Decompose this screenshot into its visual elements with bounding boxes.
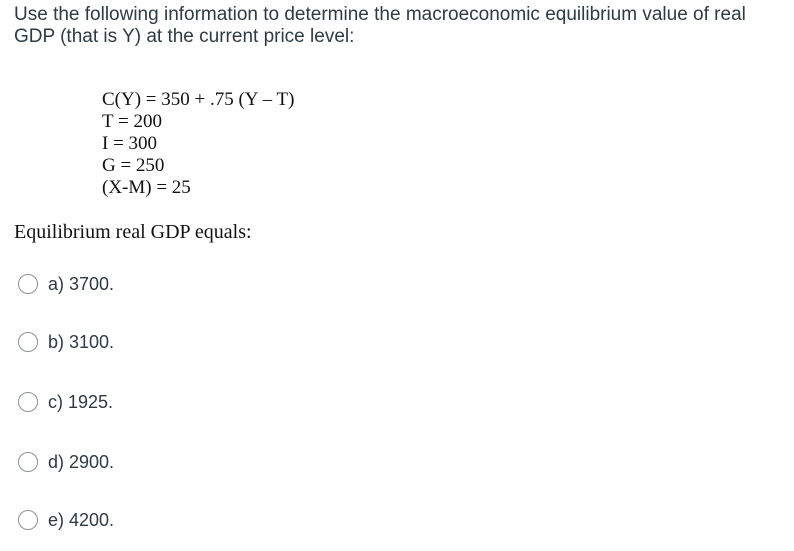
question-instruction: Use the following information to determine the macroeconomic equilibrium value of real GDP (that is Y) at the current price level: — [14, 4, 746, 47]
equation-net-exports: (X-M) = 25 — [102, 177, 191, 198]
answer-option-e[interactable] — [18, 506, 114, 534]
radio-button-icon[interactable] — [18, 452, 38, 472]
answer-option-d[interactable] — [18, 448, 114, 476]
answer-label: a) 3700. — [48, 273, 115, 294]
answer-label: c) 1925. — [48, 391, 114, 412]
radio-button-icon[interactable] — [18, 332, 38, 352]
equation-investment: I = 300 — [102, 133, 158, 154]
question-prompt: Equilibrium real GDP equals: — [14, 221, 252, 243]
answer-label: d) 2900. — [48, 451, 115, 472]
radio-button-icon[interactable] — [18, 392, 38, 412]
answer-label: b) 3100. — [48, 331, 115, 352]
equation-taxes: T = 200 — [102, 111, 162, 132]
equation-government: G = 250 — [102, 155, 165, 176]
answer-option-c[interactable] — [18, 388, 113, 416]
equation-consumption: C(Y) = 350 + .75 (Y – T) — [102, 89, 295, 110]
answer-label: e) 4200. — [48, 509, 115, 530]
answer-option-b[interactable] — [18, 328, 114, 356]
radio-button-icon[interactable] — [18, 510, 38, 530]
equation-block — [102, 89, 294, 199]
radio-button-icon[interactable] — [18, 274, 38, 294]
answer-option-a[interactable] — [18, 270, 114, 298]
